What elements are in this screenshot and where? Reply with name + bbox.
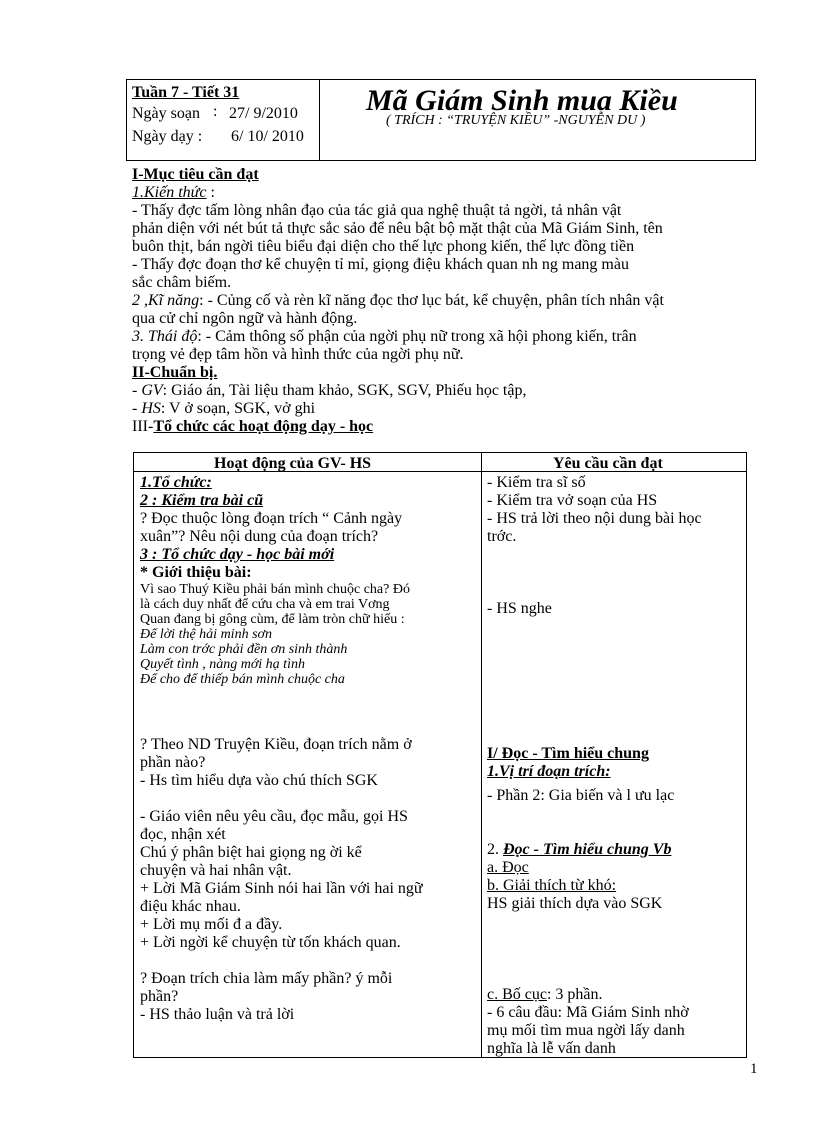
step-check-old: 2 : Kiểm tra bài cũ — [140, 492, 264, 509]
read-b-text: HS giải thích dựa vào SGK — [487, 895, 663, 912]
gv-prefix: - — [132, 382, 142, 399]
hs-line — [132, 400, 315, 418]
prep-date-value: 27/ 9/2010 — [229, 105, 298, 122]
gv-line — [132, 382, 526, 400]
attitude-line — [132, 328, 637, 346]
table-column-divider — [481, 452, 482, 1058]
narrator-speech: + Lời ngời kể chuyện từ tốn khách quan. — [140, 934, 401, 951]
matchmaker-speech: + Lời mụ mối đ a đầy. — [140, 916, 283, 933]
header-divider — [319, 79, 320, 161]
attitude-line-2: trọng vẻ đẹp tâm hồn và hình thức của ngời phụ nữ. — [132, 346, 464, 363]
knowledge-line: phản diện với nét bút tả thực sắc sảo để nêu bật bộ mặt thật của Mã Giám Sinh, tên — [132, 220, 663, 237]
skill-line — [132, 292, 664, 310]
poem-line: Để cho để thiếp bán mình chuộc cha — [140, 672, 345, 687]
question-position-2: phần nào? — [140, 754, 206, 771]
section3-title: Tổ chức các hoạt động dạy - học — [153, 418, 374, 435]
gv-request: - Giáo viên nêu yêu cầu, đọc mẫu, gọi HS — [140, 808, 408, 825]
question-parts: ? Đoạn trích chia làm mấy phần? ý mỗi — [140, 970, 393, 987]
layout-part: - 6 câu đầu: Mã Giám Sinh nhờ — [487, 1004, 689, 1021]
hs-text: : V ở soạn, SGK, vở ghi — [160, 400, 316, 417]
week-lesson: Tuần 7 - Tiết 31 — [132, 84, 240, 101]
prep-date-label: Ngày soạn — [132, 105, 200, 122]
lesson-source: ( TRÍCH : “TRUYỆN KIỀU” -NGUYỄN DU ) — [386, 113, 646, 128]
hs-prefix: - — [132, 400, 142, 417]
poem-line: Để lời thệ hải minh sơn — [140, 627, 272, 642]
teach-date-label: Ngày dạy : — [132, 128, 203, 145]
intro-line: là cách duy nhất để cứu cha và em trai Vơng — [140, 597, 390, 612]
read-prefix: 2. — [487, 841, 503, 858]
poem-line: Quyết tình , nàng mới hạ tình — [140, 657, 305, 672]
knowledge-label: 1.Kiến thức — [132, 184, 207, 201]
check-attendance: - Kiểm tra sĩ số — [487, 474, 586, 491]
layout-label: c. Bố cục — [487, 986, 547, 1003]
hs-listen: - HS nghe — [487, 600, 552, 617]
gv-label: GV — [141, 382, 163, 399]
attitude-label: 3. Thái độ — [132, 328, 198, 345]
attitude-text: : - Cảm thông số phận của ngời phụ nữ trong xã hội phong kiến, trân — [197, 328, 637, 345]
lesson-title: Mã Giám Sinh mua Kiều — [366, 84, 678, 117]
hs-label: HS — [141, 400, 161, 417]
part1-heading: I/ Đọc - Tìm hiểu chung — [487, 745, 649, 762]
question-recite-2: xuân”? Nêu nội dung của đoạn trích? — [140, 528, 379, 545]
read-b: b. Giải thích từ khó: — [487, 877, 617, 894]
section3-prefix: III- — [132, 418, 154, 435]
skill-text: : - Củng cố và rèn kĩ năng đọc thơ lục bát, kể chuyện, phân tích nhân vật — [199, 292, 664, 309]
question-recite: ? Đọc thuộc lòng đoạn trích “ Cảnh ngày — [140, 510, 403, 527]
position-text: - Phần 2: Gia biến và l ưu lạc — [487, 787, 675, 804]
knowledge-line: sắc châm biếm. — [132, 274, 232, 291]
section2-heading: II-Chuẩn bị. — [132, 364, 218, 381]
layout-rest: : 3 phần. — [546, 986, 603, 1003]
hs-research: - Hs tìm hiểu dựa vào chú thích SGK — [140, 772, 378, 789]
voice-note: Chú ý phân biệt hai giọng ng ời kể — [140, 844, 362, 861]
layout-part-3: nghĩa là lễ vấn danh — [487, 1040, 616, 1057]
check-notebook: - Kiểm tra vở soạn của HS — [487, 492, 658, 509]
knowledge-colon: : — [210, 184, 215, 201]
knowledge-line: - Thấy đợc tấm lòng nhân đạo của tác giả qua nghệ thuật tả ngời, tả nhân vật — [132, 202, 622, 219]
read-heading: Đọc - Tìm hiểu chung Vb — [503, 841, 672, 858]
read-a: a. Đọc — [487, 859, 529, 876]
col2-header: Yêu cầu cần đạt — [553, 455, 663, 472]
question-position: ? Theo ND Truyện Kiều, đoạn trích nằm ở — [140, 736, 412, 753]
intro-line: Quan đang bị gông cùm, để làm tròn chữ hiếu : — [140, 612, 405, 627]
section1-heading: I-Mục tiêu cần đạt — [132, 166, 259, 183]
mgs-speech-2: điệu khác nhau. — [140, 898, 241, 915]
mgs-speech: + Lời Mã Giám Sinh nói hai lần với hai ngữ — [140, 880, 423, 897]
answer-content: - HS trả lời theo nội dung bài học — [487, 510, 702, 527]
page-number: 1 — [750, 1061, 758, 1077]
knowledge-line: - Thấy đợc đoạn thơ kể chuyện tỉ mỉ, giọng điệu khách quan nh ng mang màu — [132, 256, 629, 273]
knowledge-heading — [132, 184, 215, 202]
skill-label: 2 ,Kĩ năng — [132, 292, 200, 309]
step-teach-new: 3 : Tổ chức dạy - học bài mới — [140, 546, 335, 563]
read-heading-line — [487, 841, 671, 859]
intro-line: Vì sao Thuý Kiều phải bán mình chuộc cha? Đó — [140, 582, 410, 597]
col1-header: Hoạt động của GV- HS — [214, 455, 372, 472]
gv-text: : Giáo án, Tài liệu tham khảo, SGK, SGV, Phiếu học tập, — [162, 382, 527, 399]
hs-discuss: - HS thảo luận và trả lời — [140, 1006, 295, 1023]
answer-content-2: trớc. — [487, 528, 517, 545]
step-organize: 1.Tổ chức: — [140, 474, 212, 491]
prep-date-sep: : — [213, 103, 218, 120]
layout-line — [487, 986, 603, 1004]
voice-note-2: chuyện và hai nhân vật. — [140, 862, 292, 879]
section3-heading — [132, 418, 373, 436]
skill-line-2: qua cử chỉ ngôn ngữ và hành động. — [132, 310, 358, 327]
layout-part-2: mụ mối tìm mua ngời lấy danh — [487, 1022, 685, 1039]
position-heading: 1.Vị trí đoạn trích: — [487, 763, 611, 780]
question-parts-2: phần? — [140, 988, 179, 1005]
intro-heading: * Giới thiệu bài: — [140, 564, 252, 581]
gv-request-2: đọc, nhận xét — [140, 826, 226, 843]
knowledge-line: buôn thịt, bán ngời tiêu biểu đại diện cho thế lực phong kiến, thế lực đồng tiền — [132, 238, 635, 255]
poem-line: Làm con trớc phải đền ơn sinh thành — [140, 642, 348, 657]
teach-date-value: 6/ 10/ 2010 — [231, 128, 304, 145]
